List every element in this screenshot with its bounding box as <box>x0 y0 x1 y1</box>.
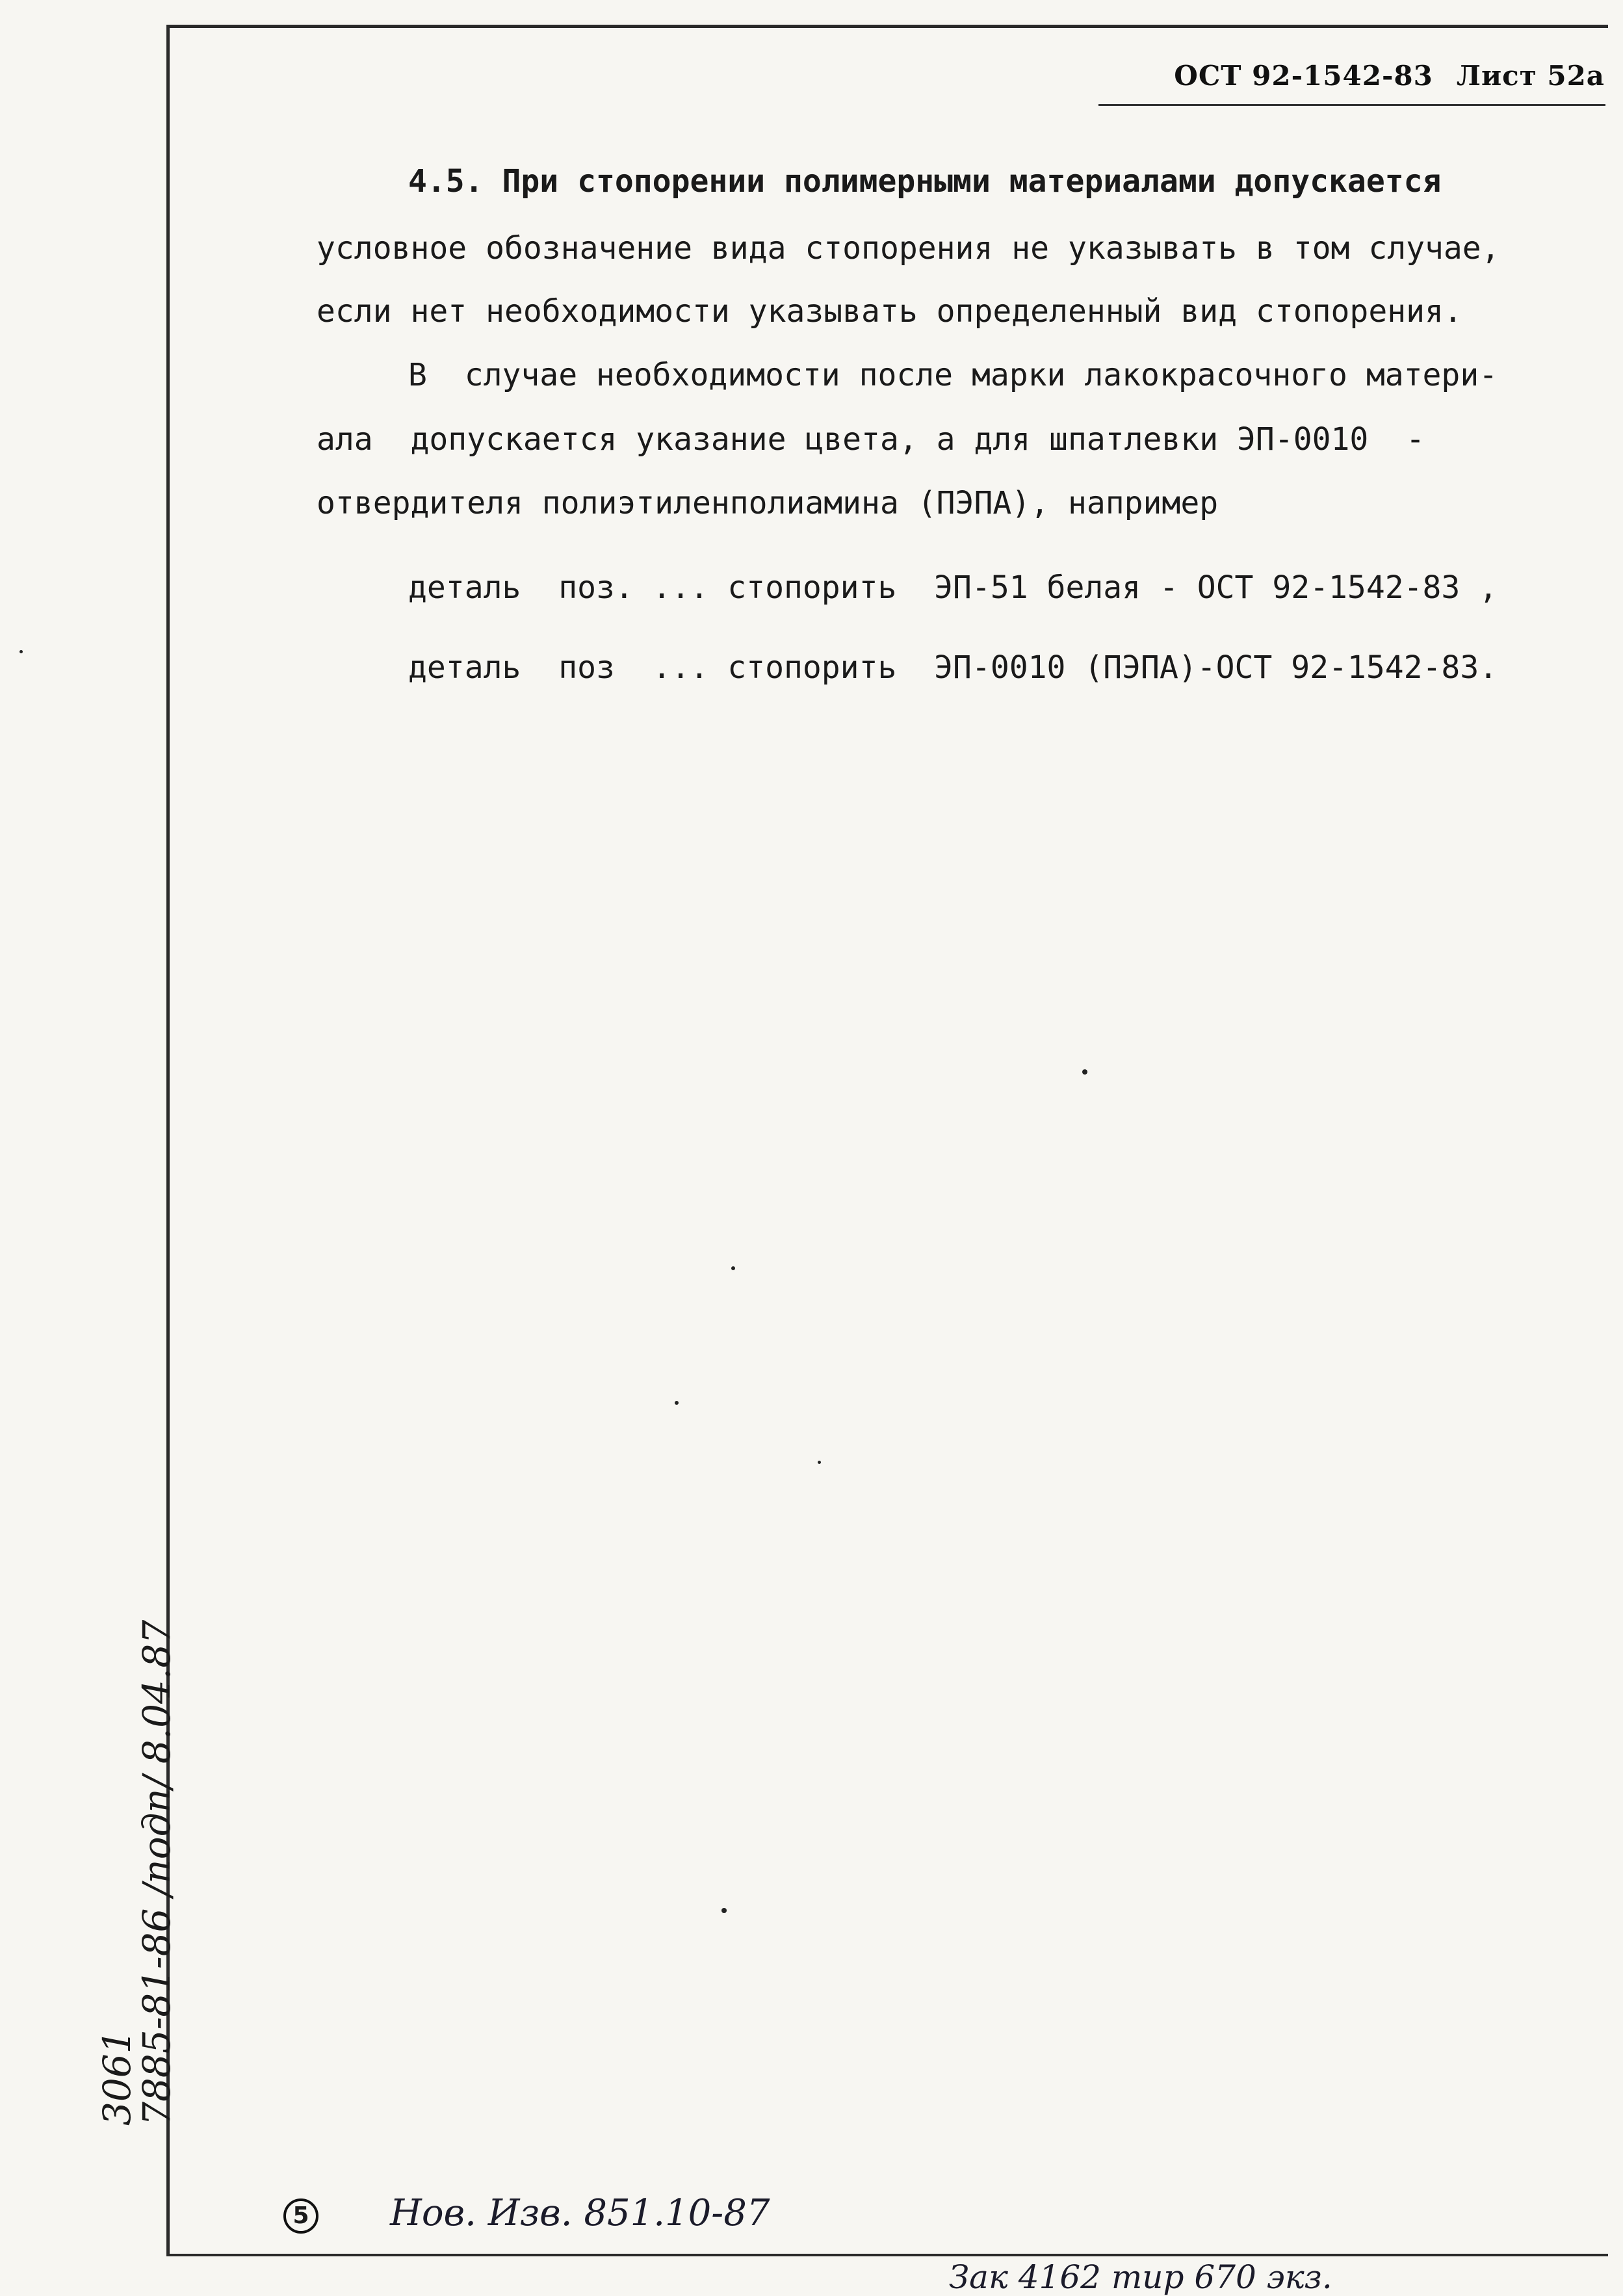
scan-speck <box>721 1908 727 1913</box>
example-line: деталь поз ... стопорить ЭП-0010 (ПЭПА)-ОСТ 92-1542-83. <box>408 649 1498 686</box>
scan-speck <box>1082 1069 1087 1075</box>
scan-speck <box>19 650 23 653</box>
change-mark-circle: 5 <box>283 2198 318 2234</box>
header-rule <box>1098 104 1605 106</box>
change-note: Нов. Изв. 851.10-87 <box>390 2192 770 2234</box>
margin-note <box>97 1620 177 2126</box>
paragraph-line: ала допускается указание цвета, а для шпатлевки ЭП-0010 - <box>317 421 1425 458</box>
sheet-number: Лист 52а <box>1456 60 1605 92</box>
scan-speck <box>675 1401 679 1405</box>
paragraph-line: 4.5. При стопорении полимерными материалами допускается <box>408 163 1442 200</box>
margin-note-line: 3061 <box>95 2029 139 2126</box>
page-header <box>1150 60 1605 92</box>
paragraph-line: В случае необходимости после марки лакокрасочного матери- <box>408 357 1498 393</box>
example-line: деталь поз. ... стопорить ЭП-51 белая - ОСТ 92-1542-83 , <box>408 569 1498 606</box>
paragraph-line: если нет необходимости указывать определенный вид стопорения. <box>317 293 1462 330</box>
paragraph-line: условное обозначение вида стопорения не указывать в том случае, <box>317 230 1500 267</box>
paragraph-line: отвердителя полиэтиленполиамина (ПЭПА), например <box>317 485 1219 521</box>
scan-speck <box>818 1461 821 1464</box>
doc-code: ОСТ 92-1542-83 <box>1174 60 1433 92</box>
order-note: Зак 4162 тир 670 экз. <box>949 2258 1332 2296</box>
margin-note-line: 7885-81-86 /подп/ 8.04.87 <box>134 1619 179 2126</box>
scan-speck <box>731 1266 735 1270</box>
